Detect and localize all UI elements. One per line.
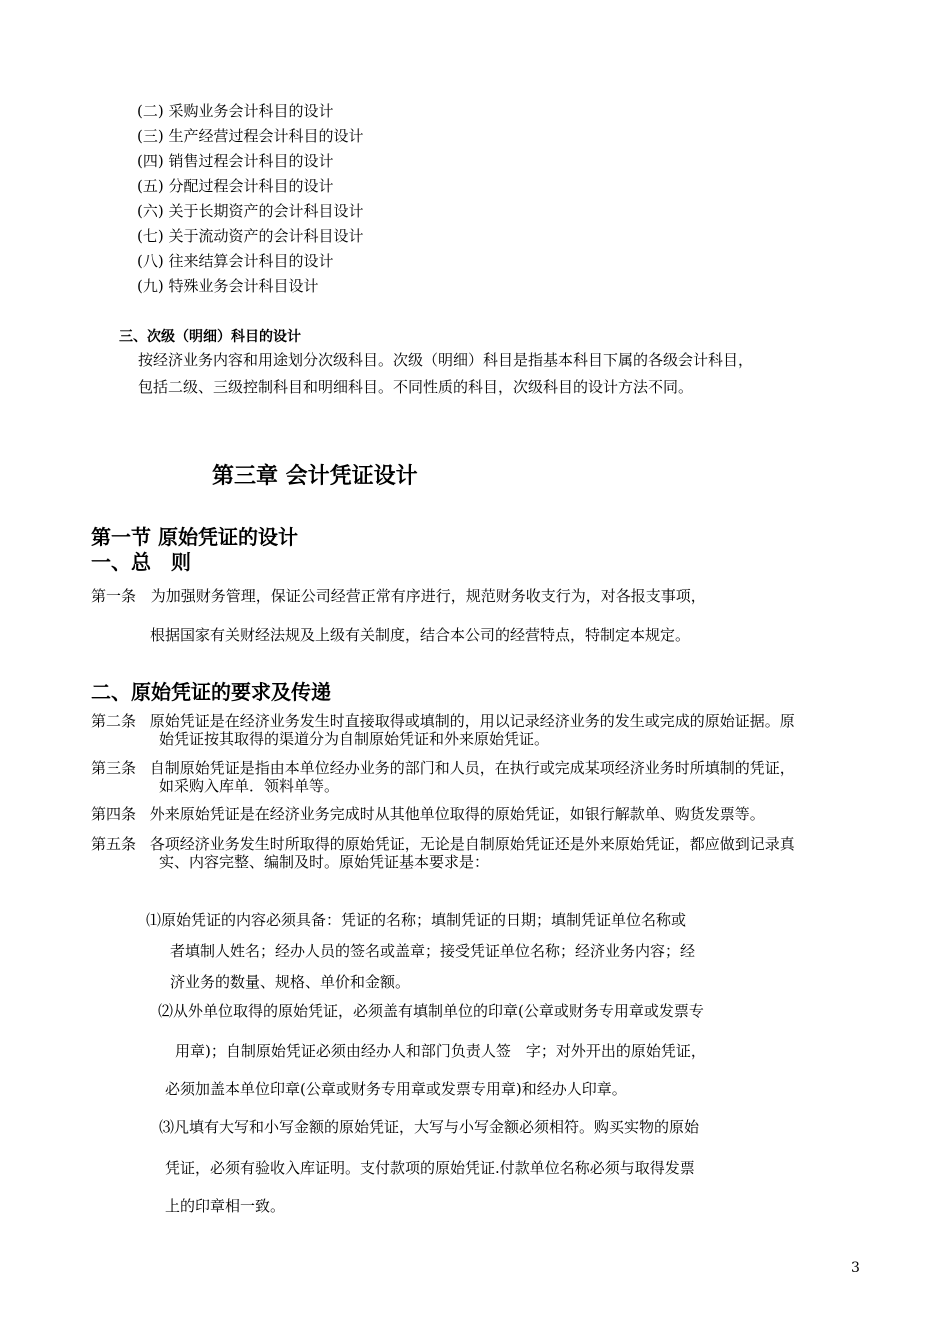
page-number: 3 bbox=[851, 1260, 860, 1276]
requirement-1-line: 济业务的数量、规格、单价和金额。 bbox=[170, 973, 411, 991]
article-label: 第三条 bbox=[91, 759, 137, 777]
article-text: 外来原始凭证是在经济业务完成时从其他单位取得的原始凭证，如银行解款单、购货发票等。 bbox=[149, 805, 765, 823]
article-text: 如采购入库单．领料单等。 bbox=[159, 777, 340, 795]
article-text: 各项经济业务发生时所取得的原始凭证，无论是自制原始凭证还是外来原始凭证，都应做到记录真 bbox=[149, 835, 795, 853]
list-item: (八) 往来结算会计科目的设计 bbox=[137, 252, 334, 270]
requirement-1-line: 者填制人姓名；经办人员的签名或盖章；接受凭证单位名称；经济业务内容；经 bbox=[170, 942, 696, 960]
requirement-3-line: ⑶凡填有大写和小写金额的原始凭证，大写与小写金额必须相符。购买实物的原始 bbox=[159, 1118, 700, 1136]
list-item: (六) 关于长期资产的会计科目设计 bbox=[137, 202, 364, 220]
article-1 bbox=[91, 587, 706, 606]
requirement-2-line: 用章)；自制原始凭证必须由经办人和部门负责人签 字；对外开出的原始凭证， bbox=[175, 1042, 706, 1060]
requirements-heading: 二、原始凭证的要求及传递 bbox=[91, 680, 331, 704]
article-text: 实、内容完整、编制及时。原始凭证基本要求是： bbox=[159, 853, 490, 871]
list-item: (三) 生产经营过程会计科目的设计 bbox=[137, 127, 364, 145]
sub-account-heading: 三、次级（明细）科目的设计 bbox=[119, 329, 301, 345]
sub-account-line: 包括二级、三级控制科目和明细科目。不同性质的科目，次级科目的设计方法不同。 bbox=[138, 378, 694, 396]
section-title: 第一节 原始凭证的设计 bbox=[91, 525, 298, 549]
list-item: (七) 关于流动资产的会计科目设计 bbox=[137, 227, 364, 245]
requirement-2-line: ⑵从外单位取得的原始凭证，必须盖有填制单位的印章(公章或财务专用章或发票专 bbox=[158, 1002, 704, 1020]
article-label: 第四条 bbox=[91, 805, 137, 823]
sub-account-line: 按经济业务内容和用途划分次级科目。次级（明细）科目是指基本科目下属的各级会计科目， bbox=[138, 351, 754, 369]
article-5 bbox=[91, 835, 795, 854]
chapter-title: 第三章 会计凭证设计 bbox=[212, 464, 418, 489]
requirement-2-line: 必须加盖本单位印章(公章或财务专用章或发票专用章)和经办人印章。 bbox=[165, 1080, 627, 1098]
list-item: (九) 特殊业务会计科目设计 bbox=[137, 277, 319, 295]
article-text: 为加强财务管理，保证公司经营正常有序进行，规范财务收支行为，对各报支事项， bbox=[150, 587, 706, 605]
article-label: 第二条 bbox=[91, 712, 137, 730]
article-text: 始凭证按其取得的渠道分为自制原始凭证和外来原始凭证。 bbox=[159, 730, 550, 748]
requirement-3-line: 上的印章相一致。 bbox=[165, 1197, 286, 1215]
article-3 bbox=[91, 759, 795, 778]
article-4 bbox=[91, 805, 765, 824]
article-text: 原始凭证是在经济业务发生时直接取得或填制的，用以记录经济业务的发生或完成的原始证据。原 bbox=[149, 712, 795, 730]
article-text: 根据国家有关财经法规及上级有关制度，结合本公司的经营特点，特制定本规定。 bbox=[150, 626, 691, 644]
list-item: (五) 分配过程会计科目的设计 bbox=[137, 177, 334, 195]
requirement-3-line: 凭证，必须有验收入库证明。支付款项的原始凭证.付款单位名称必须与取得发票 bbox=[165, 1159, 695, 1177]
article-text: 自制原始凭证是指由本单位经办业务的部门和人员，在执行或完成某项经济业务时所填制的凭证， bbox=[149, 759, 795, 777]
list-item: (四) 销售过程会计科目的设计 bbox=[137, 152, 334, 170]
article-2 bbox=[91, 712, 795, 731]
article-label: 第一条 bbox=[91, 587, 137, 605]
requirement-1-line: ⑴原始凭证的内容必须具备：凭证的名称；填制凭证的日期；填制凭证单位名称或 bbox=[146, 911, 687, 929]
list-item: (二) 采购业务会计科目的设计 bbox=[137, 102, 334, 120]
article-label: 第五条 bbox=[91, 835, 137, 853]
general-heading: 一、总 则 bbox=[91, 550, 191, 574]
